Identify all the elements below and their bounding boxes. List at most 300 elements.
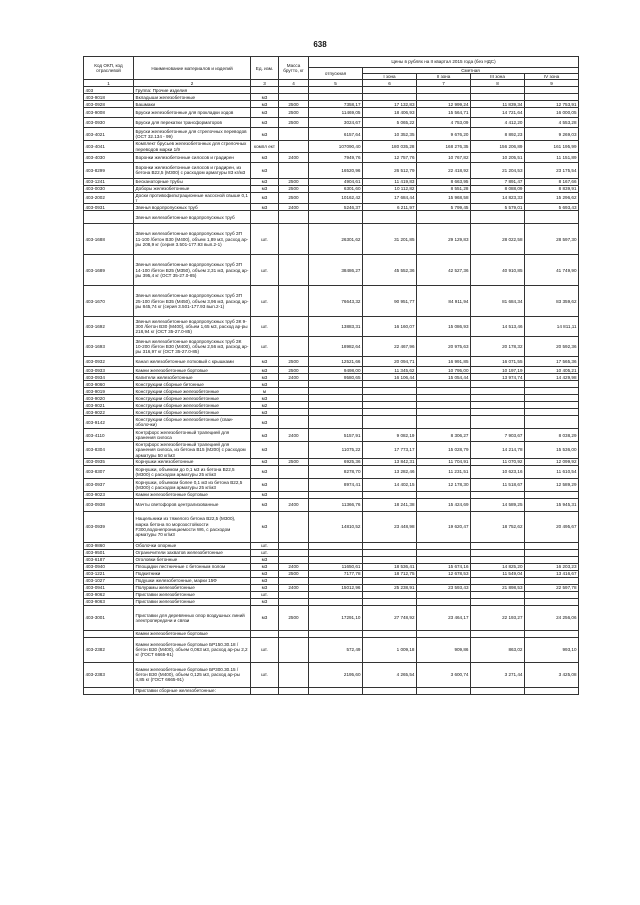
cell-zone-2: 12 178,30	[417, 478, 471, 491]
cell-mass: 2400	[279, 204, 309, 211]
cell-zone-2: 15 028,79	[417, 442, 471, 459]
cell-zone-2: 15 564,71	[417, 108, 471, 118]
cell-code: 403-9501	[84, 549, 134, 556]
cell-release-price	[309, 409, 363, 416]
cell-zone-2	[417, 577, 471, 584]
cell-zone-1: 45 552,36	[363, 255, 417, 286]
cell-zone-4: 20 592,36	[525, 337, 579, 357]
cell-unit: шт.	[251, 549, 279, 556]
cell-code: 403-9008	[84, 108, 134, 118]
table-row	[84, 549, 579, 556]
cell-mass	[279, 465, 309, 478]
cell-name: Звенья железобетонные водопропускных труб ЗК 10-200 /бетон В30 (М400), объем 2,56 м3, расход ар-ры 316,97 кг (ОСТ 35-27.0-85)	[134, 337, 251, 357]
cell-release-price	[309, 549, 363, 556]
column-number: 6	[363, 80, 417, 87]
cell-release-price	[309, 395, 363, 402]
cell-unit: м3	[251, 118, 279, 128]
cell-zone-4	[525, 94, 579, 101]
cell-zone-4	[525, 87, 579, 94]
cell-mass	[279, 94, 309, 101]
cell-zone-2: 20 975,63	[417, 337, 471, 357]
cell-zone-3: 10 197,19	[471, 367, 525, 374]
cell-zone-1	[363, 687, 417, 694]
cell-unit: м3	[251, 101, 279, 108]
cell-unit: шт.	[251, 255, 279, 286]
cell-release-price	[309, 577, 363, 584]
cell-zone-1	[363, 549, 417, 556]
cell-release-price	[309, 416, 363, 429]
cell-release-price: 26301,62	[309, 224, 363, 255]
table-row	[84, 511, 579, 542]
table-row	[84, 577, 579, 584]
cell-name: Бруски для перекатки трансформаторов	[134, 118, 251, 128]
cell-unit: шт.	[251, 591, 279, 598]
table-row	[84, 584, 579, 591]
table-row	[84, 605, 579, 630]
cell-code: 403-1027	[84, 577, 134, 584]
cell-zone-1: 23 448,98	[363, 511, 417, 542]
cell-release-price: 572,49	[309, 637, 363, 662]
cell-unit: м3	[251, 395, 279, 402]
cell-mass	[279, 224, 309, 255]
cell-mass	[279, 87, 309, 94]
cell-unit: м3	[251, 577, 279, 584]
cell-zone-4: 28 597,30	[525, 224, 579, 255]
cell-zone-1	[363, 381, 417, 388]
cell-zone-4	[525, 591, 579, 598]
cell-zone-3: 863,02	[471, 637, 525, 662]
cell-zone-3	[471, 549, 525, 556]
cell-zone-1: 17 773,17	[363, 442, 417, 459]
cell-unit: м3	[251, 563, 279, 570]
table-row	[84, 357, 579, 367]
cell-name: Конструкции сборные железобетонные	[134, 395, 251, 402]
table-row	[84, 416, 579, 429]
cell-mass: 2400	[279, 429, 309, 442]
cell-zone-4: 3 425,08	[525, 662, 579, 687]
cell-name: Звенья железобетонные водопропускных труб ЗП 14-100 /бетон В25 (М350), объем 2,31 м3, расход ар-ры 395,4 кг (ОСТ 35-27.0-85)	[134, 255, 251, 286]
cell-zone-2	[417, 556, 471, 563]
cell-zone-3: 8 892,23	[471, 128, 525, 141]
cell-zone-4	[525, 409, 579, 416]
cell-name: Звенья железобетонные водопропускных труб ЗП 25-100 /бетон В35 (М450), объем 3,96 м3, расход ар-ры 845,74 кг (серия 3.501-177.93 вып.2-1)	[134, 286, 251, 317]
cell-code: 403-9023	[84, 491, 134, 498]
cell-mass	[279, 337, 309, 357]
cell-mass	[279, 286, 309, 317]
cell-zone-4: 20 495,67	[525, 511, 579, 542]
cell-unit: м3	[251, 442, 279, 459]
table-row	[84, 402, 579, 409]
cell-zone-2	[417, 94, 471, 101]
cell-code: 403-9860	[84, 542, 134, 549]
cell-code: 403-1688	[84, 224, 134, 255]
cell-mass	[279, 442, 309, 459]
cell-unit: м	[251, 388, 279, 395]
cell-zone-1: 31 201,85	[363, 224, 417, 255]
table-row	[84, 317, 579, 337]
cell-code: 403-9142	[84, 416, 134, 429]
column-number: 9	[525, 80, 579, 87]
cell-unit: шт.	[251, 637, 279, 662]
cell-zone-4	[525, 402, 579, 409]
cell-mass: 2500	[279, 458, 309, 465]
cell-zone-3: 16 071,55	[471, 357, 525, 367]
table-row	[84, 224, 579, 255]
cell-zone-3: 18 752,62	[471, 511, 525, 542]
cell-zone-2: 19 620,47	[417, 511, 471, 542]
cell-release-price	[309, 381, 363, 388]
cell-zone-2: 11 231,51	[417, 465, 471, 478]
table-row	[84, 395, 579, 402]
cell-code: 403-2382	[84, 637, 134, 662]
cell-release-price: 38486,27	[309, 255, 363, 286]
table-row	[84, 491, 579, 498]
cell-zone-3: 14 825,20	[471, 563, 525, 570]
cell-zone-3	[471, 577, 525, 584]
page-number: 638	[313, 40, 327, 49]
cell-zone-1	[363, 87, 417, 94]
cell-zone-2: 8 551,28	[417, 185, 471, 192]
cell-zone-2: 15 054,44	[417, 374, 471, 381]
cell-code: 403-4110	[84, 429, 134, 442]
cell-zone-3: 14 721,64	[471, 108, 525, 118]
cell-zone-4: 22 597,78	[525, 584, 579, 591]
cell-release-price: 9498,00	[309, 367, 363, 374]
cell-zone-1: 18 241,38	[363, 498, 417, 511]
cell-zone-3	[471, 402, 525, 409]
cell-code: 403-1221	[84, 570, 134, 577]
cell-unit: м3	[251, 162, 279, 178]
cell-mass	[279, 128, 309, 141]
cell-zone-1: 17 132,83	[363, 101, 417, 108]
cell-zone-4: 14 811,11	[525, 317, 579, 337]
cell-unit: м3	[251, 478, 279, 491]
cell-release-price: 8974,41	[309, 478, 363, 491]
cell-code: 403-0932	[84, 357, 134, 367]
cell-unit: м3	[251, 374, 279, 381]
cell-code: 403-9021	[84, 402, 134, 409]
cell-code: 403-8299	[84, 162, 134, 178]
cell-zone-4: 14 429,98	[525, 374, 579, 381]
cell-zone-1	[363, 556, 417, 563]
cell-zone-4	[525, 395, 579, 402]
cell-zone-1: 11 345,62	[363, 367, 417, 374]
table-body	[84, 87, 579, 694]
cell-release-price: 8278,70	[309, 465, 363, 478]
cell-zone-3: 21 898,53	[471, 584, 525, 591]
cell-code: 403-8307	[84, 465, 134, 478]
cell-name: Доборы железобетонные	[134, 185, 251, 192]
cell-zone-2	[417, 549, 471, 556]
cell-unit	[251, 630, 279, 637]
cell-zone-3: 14 589,25	[471, 498, 525, 511]
cell-zone-4	[525, 381, 579, 388]
cell-release-price	[309, 591, 363, 598]
cell-zone-2: 909,86	[417, 637, 471, 662]
cell-zone-3	[471, 211, 525, 224]
cell-code: 403-9019	[84, 388, 134, 395]
cell-release-price: 7177,78	[309, 570, 363, 577]
table-row	[84, 591, 579, 598]
table-row	[84, 429, 579, 442]
cell-code: 403-4021	[84, 128, 134, 141]
cell-release-price: 14810,52	[309, 511, 363, 542]
cell-release-price: 4904,61	[309, 178, 363, 185]
table-row	[84, 255, 579, 286]
cell-code: 403-0030	[84, 185, 134, 192]
cell-zone-2: 16 991,85	[417, 357, 471, 367]
cell-zone-2: 23 464,17	[417, 605, 471, 630]
cell-zone-3	[471, 591, 525, 598]
cell-unit: шт.	[251, 662, 279, 687]
cell-zone-2	[417, 630, 471, 637]
cell-mass	[279, 549, 309, 556]
cell-zone-1: 14 402,15	[363, 478, 417, 491]
cell-zone-1	[363, 491, 417, 498]
cell-code: 403-0933	[84, 367, 134, 374]
cell-zone-3: 21 204,53	[471, 162, 525, 178]
cell-release-price: 10162,42	[309, 192, 363, 203]
cell-name: Приставки железобетонные	[134, 591, 251, 598]
cell-release-price: 107090,40	[309, 141, 363, 152]
cell-mass: 2500	[279, 605, 309, 630]
cell-zone-1	[363, 211, 417, 224]
cell-name: Контрфорс железобетонный трапецией для хранения силоса	[134, 429, 251, 442]
cell-release-price	[309, 402, 363, 409]
cell-zone-3: 11 549,04	[471, 570, 525, 577]
cell-zone-1: 27 748,92	[363, 605, 417, 630]
cell-zone-4: 13 416,67	[525, 570, 579, 577]
cell-zone-2: 15 968,58	[417, 192, 471, 203]
cell-zone-1	[363, 395, 417, 402]
table-row	[84, 542, 579, 549]
cell-zone-2: 15 674,16	[417, 563, 471, 570]
header-name: Наименование материалов и изделий	[134, 57, 251, 80]
cell-zone-1	[363, 388, 417, 395]
cell-name: Воронки железобетонные силосов и градирен	[134, 152, 251, 162]
cell-zone-1	[363, 598, 417, 605]
cell-name: Бесканаторные трубы	[134, 178, 251, 185]
cell-name: Группа: Прочие изделия	[134, 87, 251, 94]
cell-zone-2: 3 600,74	[417, 662, 471, 687]
column-number: 3	[251, 80, 279, 87]
cell-code: 403-0931	[84, 204, 134, 211]
cell-zone-3: 5 579,01	[471, 204, 525, 211]
cell-zone-1: 6 211,97	[363, 204, 417, 211]
cell-zone-2	[417, 591, 471, 598]
cell-release-price	[309, 598, 363, 605]
cell-zone-1: 25 238,91	[363, 584, 417, 591]
cell-name: Звенья железобетонные водопропускных труб ЗК 9-300 /бетон В30 (М400), объем 1,65 м3, расход ар-ры 218,94 кг (ОСТ 35-27.0-85)	[134, 317, 251, 337]
cell-name: Камни железобетонные бортовые	[134, 491, 251, 498]
cell-zone-2: 42 527,36	[417, 255, 471, 286]
cell-name: Доски противофильтрационные насосной свыше 0,1 т	[134, 192, 251, 203]
cell-code: 403-4030	[84, 152, 134, 162]
cell-unit: м3	[251, 128, 279, 141]
cell-mass: 2400	[279, 374, 309, 381]
cell-zone-2: 15 086,93	[417, 317, 471, 337]
cell-unit: м2	[251, 402, 279, 409]
cell-release-price	[309, 542, 363, 549]
column-number: 4	[279, 80, 309, 87]
table-row	[84, 662, 579, 687]
cell-unit: м3	[251, 185, 279, 192]
cell-unit: м3	[251, 108, 279, 118]
cell-release-price: 12521,66	[309, 357, 363, 367]
cell-name: Конструкции сборные бетонные	[134, 381, 251, 388]
cell-release-price: 5157,91	[309, 429, 363, 442]
cell-code: 403-0930	[84, 118, 134, 128]
cell-zone-2: 168 276,35	[417, 141, 471, 152]
cell-name: Камни железобетонные бортовые	[134, 367, 251, 374]
cell-code: 403-1241	[84, 178, 134, 185]
cell-zone-2: 12 678,53	[417, 570, 471, 577]
cell-zone-4: 5 693,43	[525, 204, 579, 211]
cell-name: Оголовки бетонные	[134, 556, 251, 563]
cell-zone-1: 10 112,82	[363, 185, 417, 192]
cell-mass	[279, 141, 309, 152]
cell-code: 403-0939	[84, 511, 134, 542]
cell-zone-4: 15 296,62	[525, 192, 579, 203]
cell-name: Корнушки, объемом более 0,1 м3 из бетона B22,5 (М300) с расходом арматуры 25 кг/м3	[134, 478, 251, 491]
cell-zone-3: 14 513,46	[471, 317, 525, 337]
cell-release-price	[309, 556, 363, 563]
cell-name: Оболочки опорные	[134, 542, 251, 549]
cell-zone-2	[417, 395, 471, 402]
cell-zone-4	[525, 211, 579, 224]
cell-zone-3	[471, 87, 525, 94]
cell-zone-3: 8 088,09	[471, 185, 525, 192]
table-row	[84, 556, 579, 563]
cell-mass	[279, 630, 309, 637]
column-number: 2	[134, 80, 251, 87]
cell-zone-4	[525, 491, 579, 498]
cell-unit: м3	[251, 381, 279, 388]
cell-name: Вкладыши железобетонные	[134, 94, 251, 101]
cell-zone-2	[417, 687, 471, 694]
cell-mass	[279, 491, 309, 498]
cell-zone-3	[471, 381, 525, 388]
cell-release-price: 6925,36	[309, 458, 363, 465]
header-zone-1: I зона	[363, 74, 417, 80]
header-zone-3: III зона	[471, 74, 525, 80]
cell-zone-1	[363, 591, 417, 598]
cell-release-price: 7949,76	[309, 152, 363, 162]
cell-release-price: 6301,60	[309, 185, 363, 192]
cell-zone-2: 5 799,45	[417, 204, 471, 211]
cell-name: Звенья водопропускных труб	[134, 204, 251, 211]
cell-name: Воронки железобетонные силосов и градирен, из бетона B22,5 (М300) с расходом арматуры 83 кг/м3	[134, 162, 251, 178]
cell-code: 403-0935	[84, 458, 134, 465]
table-row	[84, 185, 579, 192]
cell-zone-1: 90 951,77	[363, 286, 417, 317]
cell-mass	[279, 395, 309, 402]
cell-zone-2: 4 753,09	[417, 118, 471, 128]
cell-zone-2: 22 418,92	[417, 162, 471, 178]
cell-zone-2	[417, 409, 471, 416]
table-row	[84, 128, 579, 141]
table-row	[84, 570, 579, 577]
cell-zone-4: 9 269,03	[525, 128, 579, 141]
cell-zone-2	[417, 542, 471, 549]
cell-unit: м3	[251, 465, 279, 478]
cell-code: 403-8304	[84, 442, 134, 459]
cell-zone-2: 8 663,95	[417, 178, 471, 185]
cell-mass	[279, 542, 309, 549]
cell-code: 403-1693	[84, 337, 134, 357]
cell-zone-3	[471, 542, 525, 549]
cell-mass: 2400	[279, 584, 309, 591]
cell-name: Башмаки	[134, 101, 251, 108]
cell-release-price: 13883,31	[309, 317, 363, 337]
cell-name: Комплект брусьев железобетонных для стрелочных переводов марки 1/9	[134, 141, 251, 152]
cell-name: Бруски железобетонные для прокладки ходов	[134, 108, 251, 118]
table-row	[84, 141, 579, 152]
cell-mass	[279, 211, 309, 224]
cell-code	[84, 687, 134, 694]
cell-code: 403-4041	[84, 141, 134, 152]
cell-mass	[279, 637, 309, 662]
cell-code: 403-1670	[84, 286, 134, 317]
cell-zone-4: 8 038,29	[525, 429, 579, 442]
cell-release-price	[309, 87, 363, 94]
cell-zone-3	[471, 395, 525, 402]
cell-name: Корнушки железобетонные	[134, 458, 251, 465]
cell-zone-3	[471, 630, 525, 637]
cell-release-price	[309, 388, 363, 395]
cell-zone-2: 23 593,43	[417, 584, 471, 591]
table-row	[84, 409, 579, 416]
cell-code: 403-9022	[84, 409, 134, 416]
cell-release-price	[309, 491, 363, 498]
cell-unit: м3	[251, 458, 279, 465]
cell-mass	[279, 381, 309, 388]
cell-zone-3	[471, 491, 525, 498]
cell-name: Канал железобетонные лотковый с крышками	[134, 357, 251, 367]
cell-code: 403-9020	[84, 395, 134, 402]
cell-zone-1: 4 265,54	[363, 662, 417, 687]
cell-zone-1: 13 282,46	[363, 465, 417, 478]
cell-release-price: 3024,67	[309, 118, 363, 128]
cell-mass: 2500	[279, 367, 309, 374]
cell-name: Ограничители захватов железобетонные	[134, 549, 251, 556]
cell-code: 403-6187	[84, 556, 134, 563]
cell-unit: м3	[251, 204, 279, 211]
cell-zone-2: 11 704,91	[417, 458, 471, 465]
cell-code	[84, 211, 134, 224]
cell-release-price: 17291,10	[309, 605, 363, 630]
cell-release-price: 9580,65	[309, 374, 363, 381]
cell-zone-4: 15 945,31	[525, 498, 579, 511]
cell-zone-3: 20 178,32	[471, 337, 525, 357]
cell-unit: м3	[251, 367, 279, 374]
cell-release-price: 11366,76	[309, 498, 363, 511]
cell-zone-4: 11 610,54	[525, 465, 579, 478]
cell-zone-3: 11 839,34	[471, 101, 525, 108]
cell-name: Полурамы железобетонные	[134, 584, 251, 591]
cell-mass: 2500	[279, 570, 309, 577]
cell-mass	[279, 388, 309, 395]
cell-zone-4: 8 167,66	[525, 178, 579, 185]
cell-zone-3: 28 022,58	[471, 224, 525, 255]
cell-code: 403-9063	[84, 598, 134, 605]
cell-unit: м3	[251, 357, 279, 367]
cell-name: Камни железобетонные бортовые БР150.30.18 /бетон В30 (М400), объем 0,063 м3, расход ар-ры 2,2 кг (ГОСТ 6665-91)	[134, 637, 251, 662]
cell-mass: 2500	[279, 178, 309, 185]
cell-unit: м3	[251, 192, 279, 203]
cell-unit: м3	[251, 178, 279, 185]
cell-zone-3: 156 206,89	[471, 141, 525, 152]
